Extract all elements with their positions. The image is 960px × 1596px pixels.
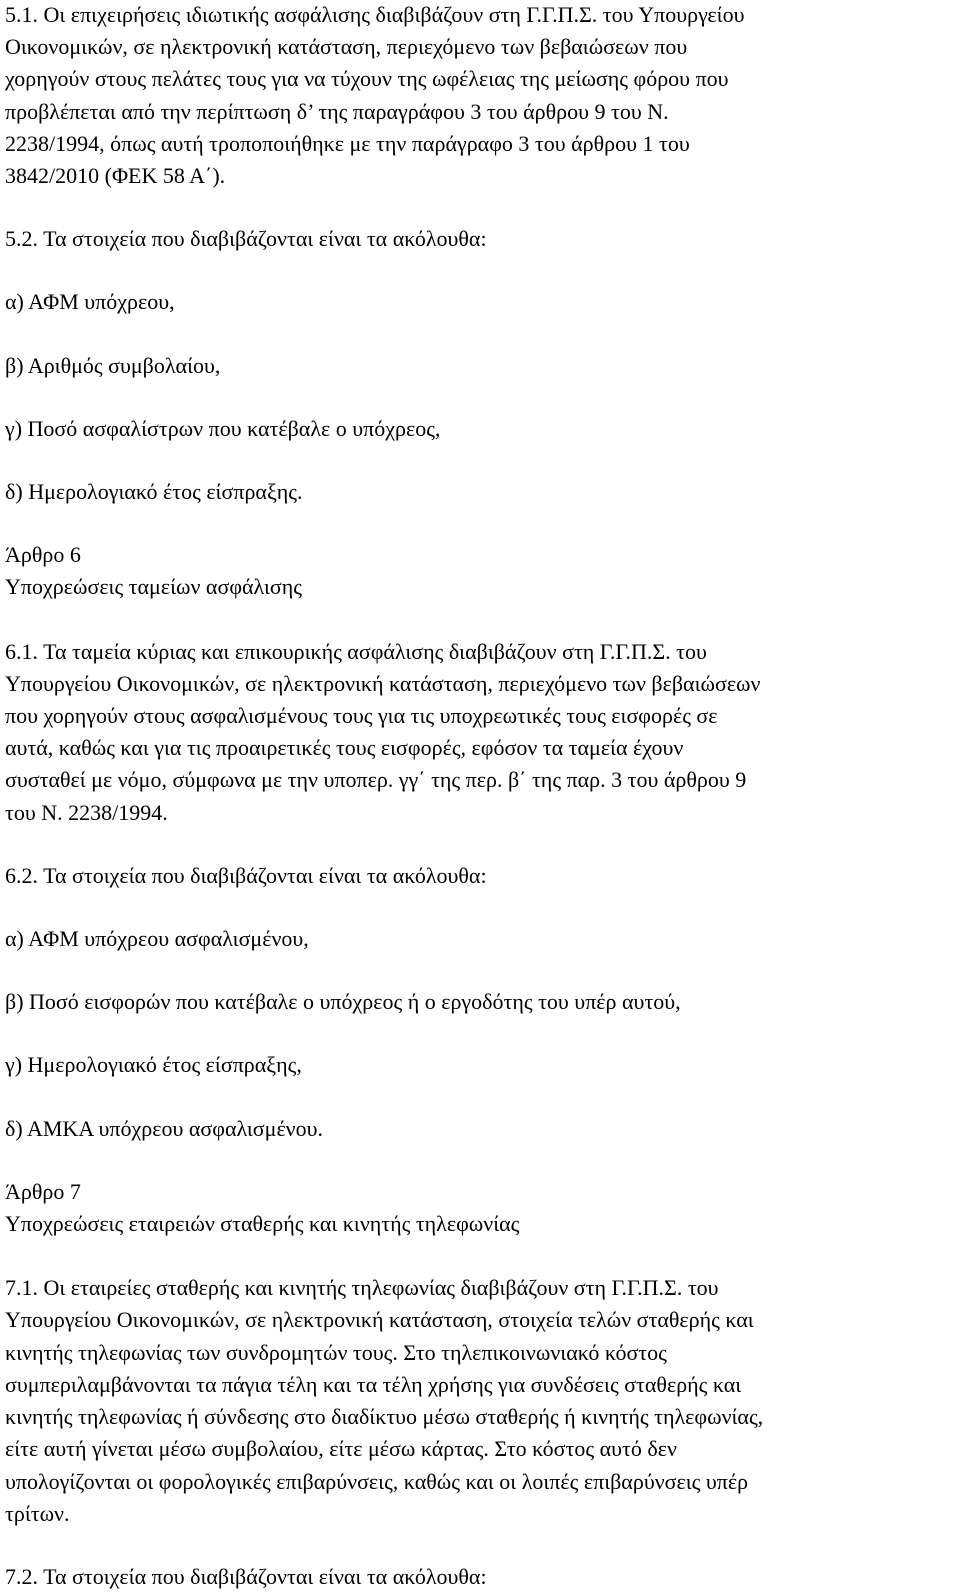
article-title: Υποχρεώσεις εταιρειών σταθερής και κινητής τηλεφωνίας	[5, 1211, 520, 1237]
list-item: γ) Ημερολογιακό έτος είσπραξης,	[5, 1052, 302, 1078]
paragraph-5-2: 5.2. Τα στοιχεία που διαβιβάζονται είναι τα ακόλουθα:	[5, 226, 487, 252]
paragraph-7-1: 7.1. Οι εταιρείες σταθερής και κινητής τηλεφωνίας διαβιβάζουν στη Γ.Γ.Π.Σ. του Υπουργείου Οικονομικών, σε ηλεκτρονική κατάσταση, στοιχεία τελών σταθερής και κινητής τηλεφωνίας των συνδρομητών τους. Στο τηλεπικοινωνιακό κόστος συμπεριλαμβάνονται τα πάγια τέλη και τα τέλη χρήσης για συνδέσεις σταθερής και κινητής τηλεφωνίας ή σύνδεσης στο διαδίκτυο μέσω σταθερής ή κινητής τηλεφωνίας, είτε αυτή γίνεται μέσω συμβολαίου, είτε μέσω κάρτας. Στο κόστος αυτό δεν υπολογίζονται οι φορολογικές επιβαρύνσεις, καθώς και οι λοιπές επιβαρύνσεις υπέρ τρίτων.	[5, 1275, 764, 1526]
paragraph-5-1: 5.1. Οι επιχειρήσεις ιδιωτικής ασφάλισης διαβιβάζουν στη Γ.Γ.Π.Σ. του Υπουργείου Οικονομικών, σε ηλεκτρονική κατάσταση, περιεχόμενο των βεβαιώσεων που χορηγούν στους πελάτες τους για να τύχουν της ωφέλειας της μείωσης φόρου που προβλέπεται από την περίπτωση δ’ της παραγράφου 3 του άρθρου 9 του Ν. 2238/1994, όπως αυτή τροποποιήθηκε με την παράγραφο 3 του άρθρου 1 του 3842/2010 (ΦΕΚ 58 Α΄).	[5, 2, 745, 189]
article-number: Άρθρο 7	[5, 1178, 81, 1204]
paragraph-6-1: 6.1. Τα ταμεία κύριας και επικουρικής ασφάλισης διαβιβάζουν στη Γ.Γ.Π.Σ. του Υπουργείου Οικονομικών, σε ηλεκτρονική κατάσταση, περιεχόμενο των βεβαιώσεων που χορηγούν στους ασφαλισμένους τους για τις υποχρεωτικές τους εισφορές σε αυτά, καθώς και για τις προαιρετικές τους εισφορές, εφόσον τα ταμεία έχουν συσταθεί με νόμο, σύμφωνα με την υποπερ. γγ΄ της περ. β΄ της παρ. 3 του άρθρου 9 του Ν. 2238/1994.	[5, 638, 761, 825]
article-6-heading	[5, 539, 949, 603]
list-item: δ) Ημερολογιακό έτος είσπραξης.	[5, 479, 303, 505]
paragraph-6-2: 6.2. Τα στοιχεία που διαβιβάζονται είναι τα ακόλουθα:	[5, 862, 487, 888]
document-page	[5, 0, 949, 1593]
paragraph-7-2: 7.2. Τα στοιχεία που διαβιβάζονται είναι τα ακόλουθα:	[5, 1563, 487, 1589]
article-7-heading	[5, 1176, 949, 1240]
list-item: δ) ΑΜΚΑ υπόχρεου ασφαλισμένου.	[5, 1115, 324, 1141]
article-title: Υποχρεώσεις ταμείων ασφάλισης	[5, 574, 302, 600]
list-item: γ) Ποσό ασφαλίστρων που κατέβαλε ο υπόχρεος,	[5, 415, 441, 441]
article-number: Άρθρο 6	[5, 542, 81, 568]
list-item: β) Αριθμός συμβολαίου,	[5, 352, 221, 378]
list-item: α) ΑΦΜ υπόχρεου ασφαλισμένου,	[5, 926, 309, 952]
list-item: β) Ποσό εισφορών που κατέβαλε ο υπόχρεος ή ο εργοδότης του υπέρ αυτού,	[5, 989, 681, 1015]
list-item: α) ΑΦΜ υπόχρεου,	[5, 289, 175, 315]
